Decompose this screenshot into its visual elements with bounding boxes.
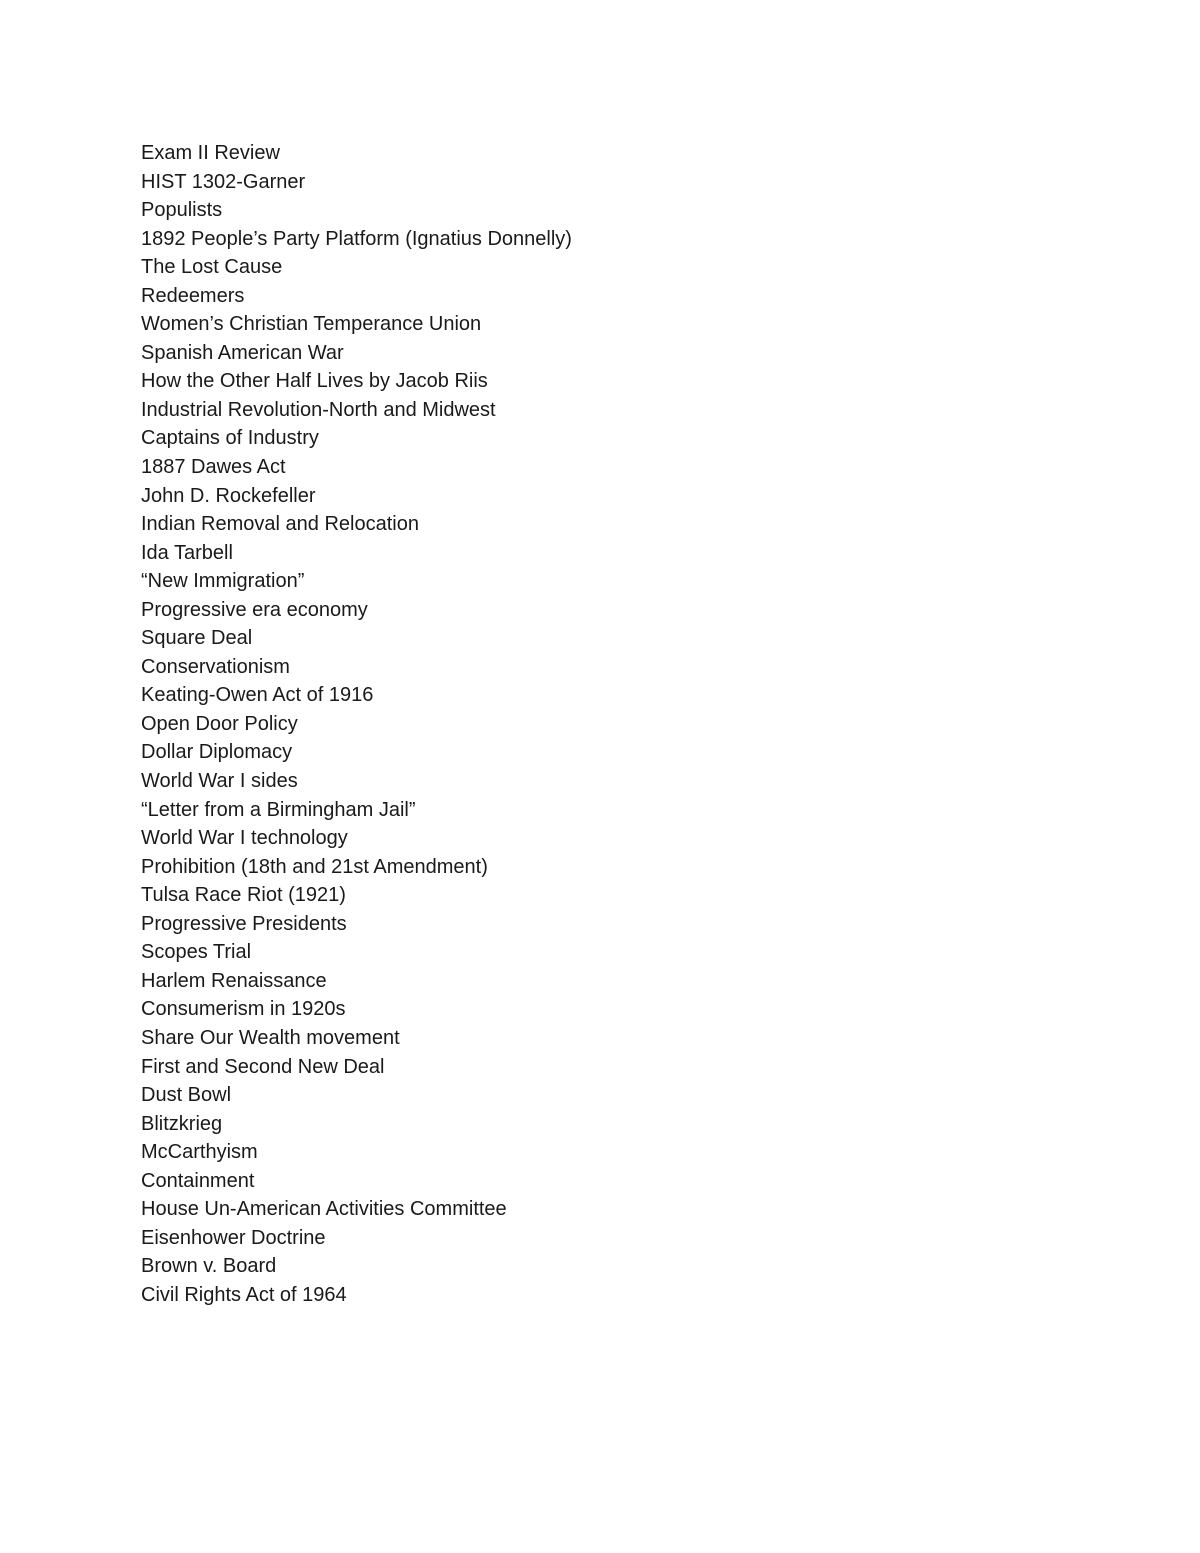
review-term: Prohibition (18th and 21st Amendment) bbox=[141, 855, 488, 878]
review-term: Brown v. Board bbox=[141, 1255, 277, 1278]
review-term: Share Our Wealth movement bbox=[141, 1026, 400, 1049]
review-term: Square Deal bbox=[141, 627, 253, 650]
review-term: Spanish American War bbox=[141, 341, 344, 364]
review-term: Ida Tarbell bbox=[141, 541, 233, 564]
review-term: Blitzkrieg bbox=[141, 1112, 223, 1135]
review-term: Consumerism in 1920s bbox=[141, 998, 346, 1021]
review-term: How the Other Half Lives by Jacob Riis bbox=[141, 370, 488, 393]
review-term: Open Door Policy bbox=[141, 712, 298, 735]
review-term: Indian Removal and Relocation bbox=[141, 513, 419, 536]
review-term: Scopes Trial bbox=[141, 941, 252, 964]
review-term: Dust Bowl bbox=[141, 1084, 232, 1107]
review-term: Populists bbox=[141, 199, 223, 222]
review-term: Industrial Revolution-North and Midwest bbox=[141, 398, 496, 421]
review-term: Women’s Christian Temperance Union bbox=[141, 313, 482, 336]
review-term: “Letter from a Birmingham Jail” bbox=[141, 798, 416, 821]
review-term: House Un-American Activities Committee bbox=[141, 1198, 507, 1221]
review-term: Keating-Owen Act of 1916 bbox=[141, 684, 374, 707]
review-term: First and Second New Deal bbox=[141, 1055, 385, 1078]
review-term: The Lost Cause bbox=[141, 256, 283, 279]
review-term: Civil Rights Act of 1964 bbox=[141, 1283, 347, 1306]
review-term: Harlem Renaissance bbox=[141, 969, 327, 992]
review-term: Captains of Industry bbox=[141, 427, 319, 450]
review-term: McCarthyism bbox=[141, 1141, 258, 1164]
review-term: John D. Rockefeller bbox=[141, 484, 316, 507]
document-title: Exam II Review bbox=[141, 142, 280, 164]
review-term: Progressive Presidents bbox=[141, 912, 347, 935]
review-term: Eisenhower Doctrine bbox=[141, 1226, 326, 1249]
review-term: World War I sides bbox=[141, 770, 298, 793]
review-term: Conservationism bbox=[141, 655, 290, 678]
document-body bbox=[141, 139, 572, 1309]
review-term: Progressive era economy bbox=[141, 598, 368, 621]
review-term: Dollar Diplomacy bbox=[141, 741, 293, 764]
review-term: Tulsa Race Riot (1921) bbox=[141, 884, 346, 907]
review-term: World War I technology bbox=[141, 827, 348, 850]
review-term: Containment bbox=[141, 1169, 255, 1192]
course-label: HIST 1302-Garner bbox=[141, 170, 306, 193]
review-term: Redeemers bbox=[141, 284, 245, 307]
review-term: 1892 People’s Party Platform (Ignatius Donnelly) bbox=[141, 227, 572, 250]
review-term: 1887 Dawes Act bbox=[141, 456, 286, 479]
review-term: “New Immigration” bbox=[141, 570, 305, 593]
